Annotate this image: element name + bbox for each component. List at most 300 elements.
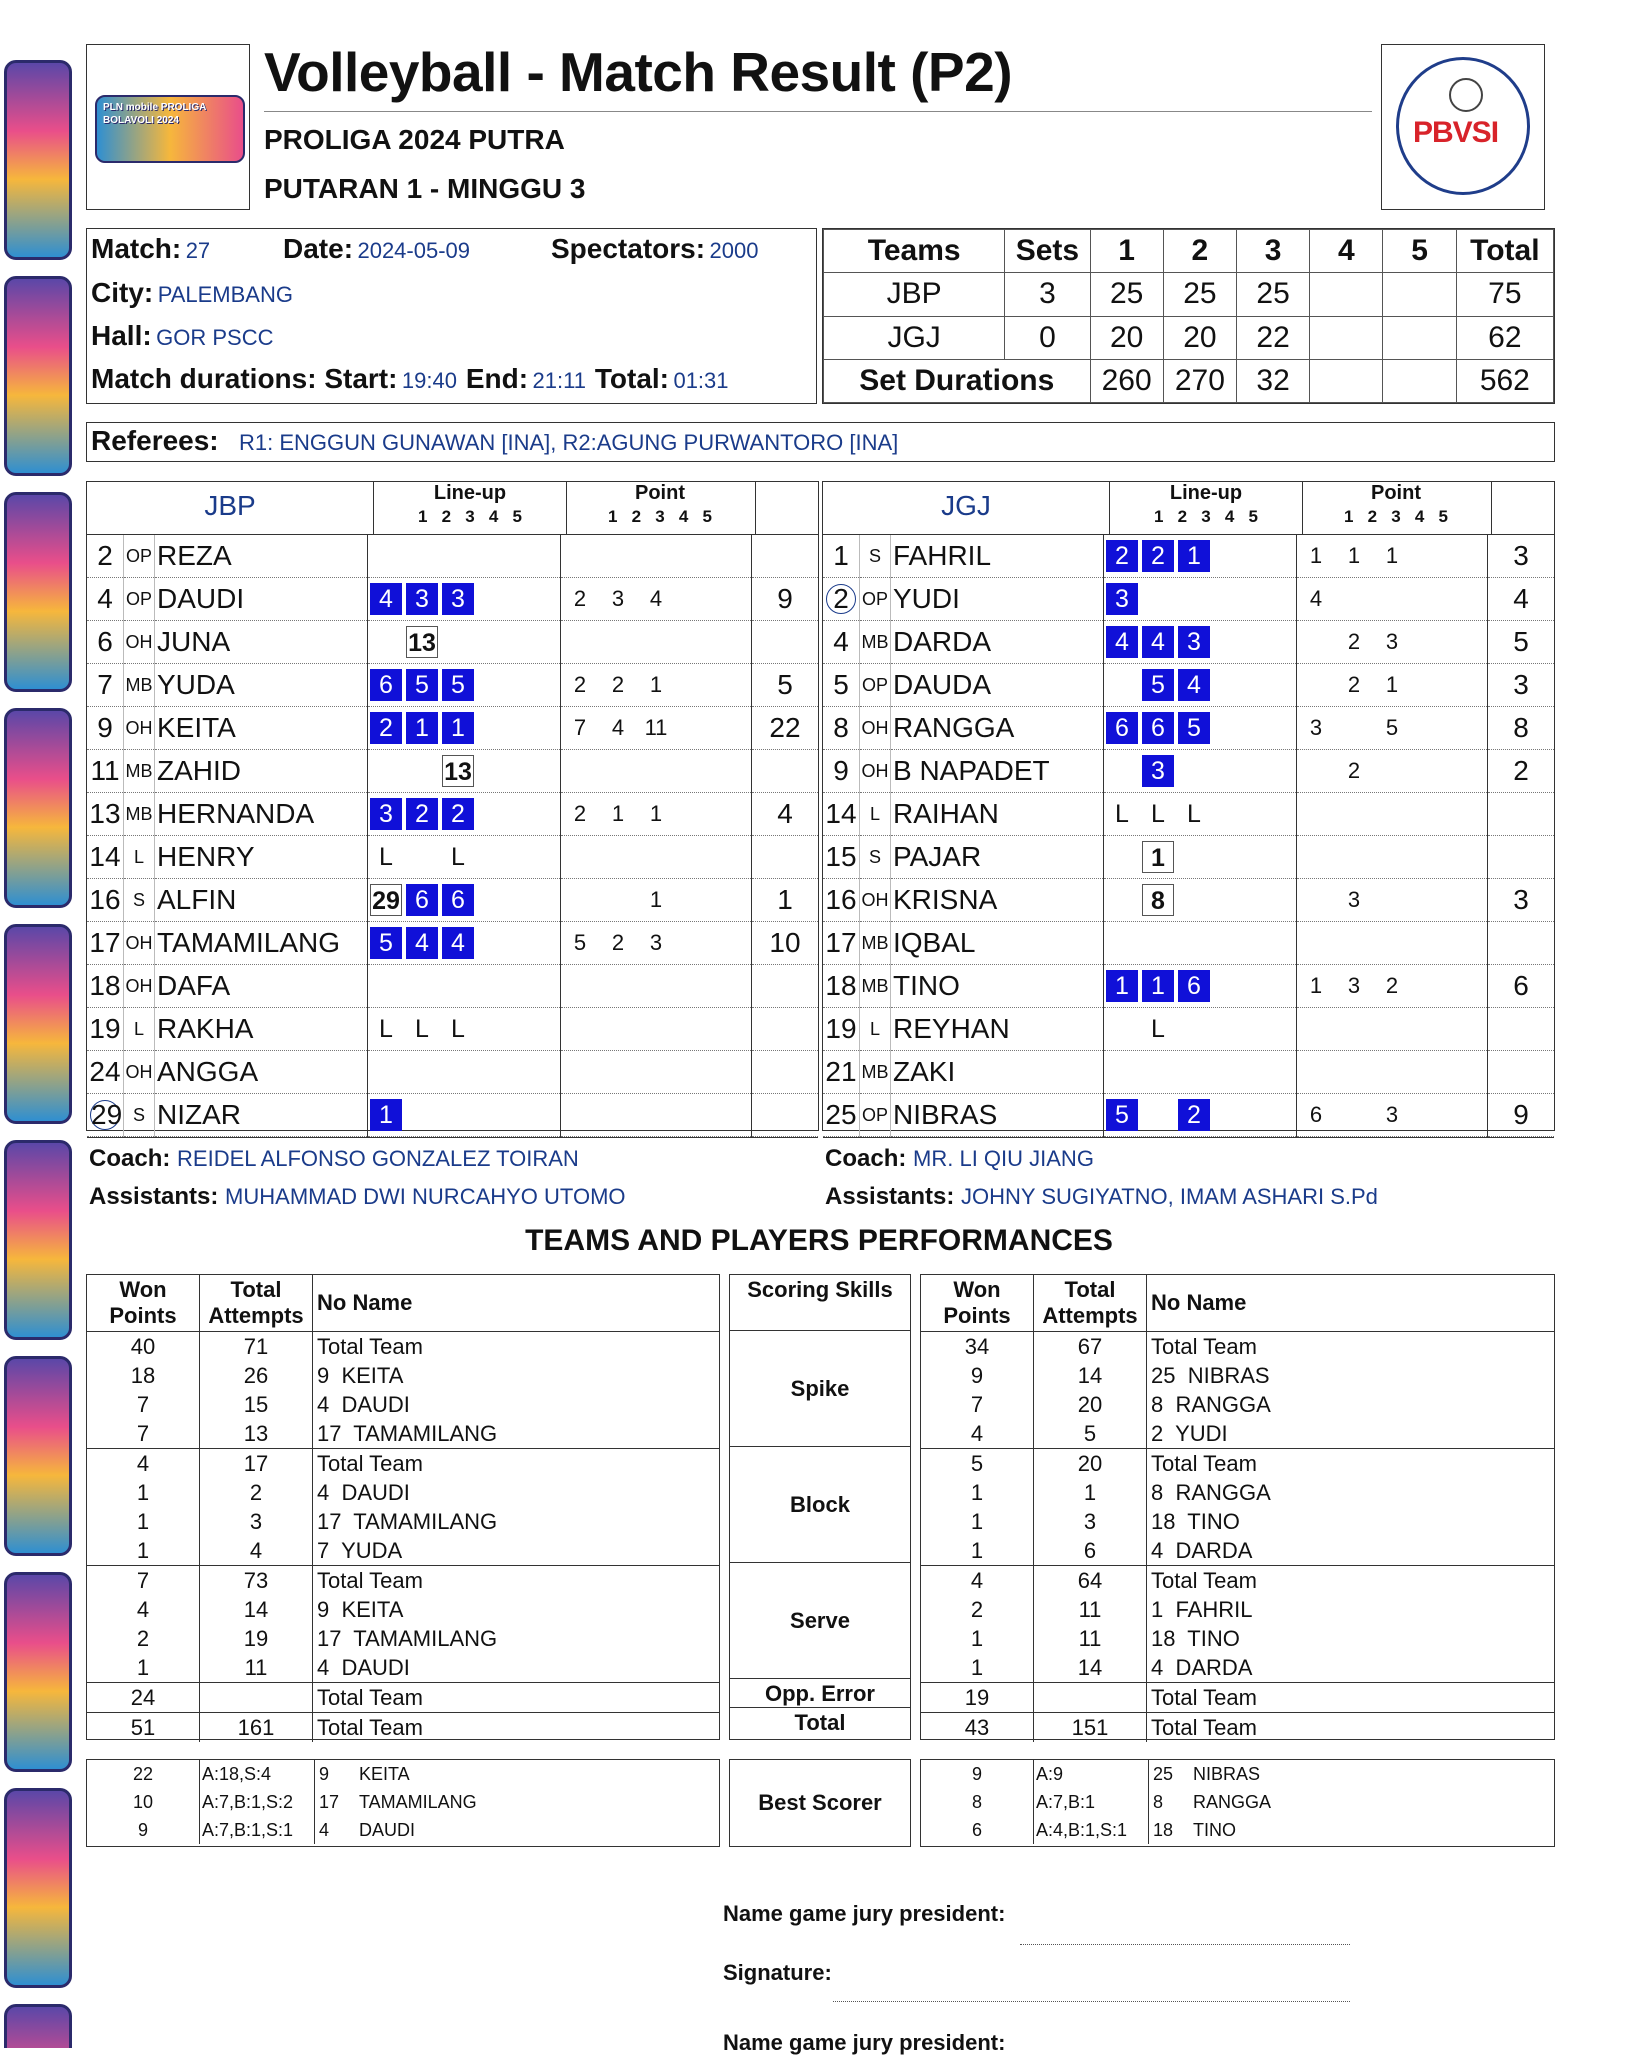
total-time: 01:31 — [673, 368, 729, 393]
score-cell: 25 — [1237, 273, 1310, 316]
score-cell: 25 — [1163, 273, 1236, 316]
referees: R1: ENGGUN GUNAWAN [INA], R2:AGUNG PURWANTORO [INA] — [239, 430, 899, 455]
lineup-cell: 4 — [1106, 626, 1138, 658]
player-position: OP — [860, 664, 891, 707]
won-points: 40 — [87, 1332, 200, 1362]
player-number: 9 — [823, 750, 860, 793]
perf-row — [87, 1713, 719, 1743]
total-attempts: 14 — [200, 1595, 313, 1624]
lineup-cell — [1106, 927, 1138, 959]
player-row — [87, 707, 818, 750]
perf-row — [87, 1595, 719, 1624]
lineup-cell — [442, 626, 474, 658]
perf-name: Total Team — [313, 1449, 720, 1479]
perf-row — [87, 1683, 719, 1713]
player-position: MB — [860, 621, 891, 664]
lineup-cell: 1 — [1178, 540, 1210, 572]
player-number: 9 — [87, 707, 124, 750]
city: PALEMBANG — [157, 282, 293, 307]
set-point: 1 — [1385, 543, 1399, 568]
perf-row — [921, 1566, 1554, 1596]
lineup-cell — [406, 841, 438, 873]
assistants-line — [89, 1178, 816, 1216]
won-points: 18 — [87, 1361, 200, 1390]
pbvsi-logo-box — [1381, 44, 1545, 210]
player-name: JUNA — [155, 621, 368, 664]
score-header: Sets — [1005, 230, 1090, 273]
point-sets: 1 2 3 4 5 — [1344, 507, 1448, 526]
player-name: ANGGA — [155, 1051, 368, 1094]
set-durations-row — [824, 359, 1554, 402]
perf-title: TEAMS AND PLAYERS PERFORMANCES — [525, 1224, 1113, 1257]
player-total: 8 — [1488, 707, 1555, 750]
roster-team-b — [822, 481, 1555, 1210]
player-number: 17 — [823, 922, 860, 965]
player-number — [823, 578, 860, 621]
lineup-cell: 29 — [370, 884, 402, 916]
total-attempts: 13 — [200, 1419, 313, 1449]
player-lineup — [368, 578, 561, 621]
best-number: 8 — [1153, 1791, 1164, 1812]
player-position: OH — [860, 707, 891, 750]
total-attempts — [1034, 1683, 1147, 1713]
lineup-cell — [1106, 1056, 1138, 1088]
lineup-cell — [442, 540, 474, 572]
jury-president-line[interactable] — [1020, 1944, 1350, 1945]
player-name: NIZAR — [155, 1094, 368, 1137]
player-total: 5 — [1488, 621, 1555, 664]
player-name: IQBAL — [891, 922, 1104, 965]
set-duration: 32 — [1237, 359, 1310, 402]
player-lineup — [1104, 1008, 1297, 1051]
perf-name: 2 YUDI — [1151, 1420, 1228, 1446]
player-number: 24 — [87, 1051, 124, 1094]
player-lineup — [1104, 965, 1297, 1008]
set-point: 3 — [649, 930, 663, 955]
lineup-cell — [370, 1056, 402, 1088]
score-cell: 25 — [1090, 273, 1163, 316]
best-team-b — [920, 1759, 1555, 1847]
lineup-cell: 13 — [442, 755, 474, 787]
proliga-strip-logo — [4, 276, 72, 476]
best-row — [921, 1760, 1554, 1788]
total-attempts — [200, 1683, 313, 1713]
won-points: 1 — [87, 1507, 200, 1536]
lineup-cell: 6 — [406, 884, 438, 916]
perf-row — [87, 1361, 719, 1390]
player-row — [87, 578, 818, 621]
proliga-strip-logo — [4, 492, 72, 692]
perf-name: 4 DAUDI — [317, 1479, 410, 1505]
total-attempts: 17 — [200, 1449, 313, 1479]
perf-row — [921, 1536, 1554, 1566]
perf-row — [87, 1536, 719, 1566]
player-points — [561, 664, 752, 707]
set-point: 2 — [611, 930, 625, 955]
lineup-cell: 1 — [1106, 970, 1138, 1002]
player-position: L — [124, 1008, 155, 1051]
proliga-strip-logo — [4, 708, 72, 908]
lineup-cell — [406, 1056, 438, 1088]
player-number: 14 — [823, 793, 860, 836]
total-attempts: 151 — [1034, 1713, 1147, 1743]
best-breakdown: A:7,B:1,S:1 — [200, 1816, 315, 1844]
score-cell: 62 — [1456, 316, 1553, 359]
won-points-header: Won Points — [921, 1275, 1034, 1332]
set-point: 2 — [573, 672, 587, 697]
player-lineup — [368, 965, 561, 1008]
lineup-cell: L — [379, 1015, 393, 1043]
point-header: Point 1 2 3 4 5 — [1301, 482, 1491, 527]
total-attempts: 64 — [1034, 1566, 1147, 1596]
player-points — [561, 965, 752, 1008]
player-lineup — [368, 621, 561, 664]
lineup-cell — [370, 540, 402, 572]
round-name: PUTARAN 1 - MINGGU 3 — [264, 173, 586, 204]
lineup-cell: 3 — [370, 798, 402, 830]
total-col-divider — [1491, 482, 1492, 534]
set-point: 1 — [1385, 672, 1399, 697]
total-col-divider — [755, 482, 756, 534]
player-position: MB — [860, 965, 891, 1008]
total-attempts: 6 — [1034, 1536, 1147, 1566]
won-points: 4 — [921, 1419, 1034, 1449]
match-number: 27 — [185, 238, 211, 263]
proliga-logo: PLN mobile PROLIGA BOLAVOLI 2024 — [95, 95, 245, 163]
player-number: 17 — [87, 922, 124, 965]
total-attempts: 2 — [200, 1478, 313, 1507]
player-name: TINO — [891, 965, 1104, 1008]
lineup-cell — [1106, 884, 1138, 916]
player-position: OP — [124, 535, 155, 578]
best-points: 10 — [87, 1788, 200, 1816]
perf-team-a — [86, 1274, 720, 1740]
perf-name: 18 TINO — [1151, 1508, 1240, 1534]
perf-name: Total Team — [313, 1713, 720, 1743]
player-lineup — [1104, 836, 1297, 879]
perf-team-b — [920, 1274, 1555, 1740]
team-name: JBP — [204, 490, 256, 521]
set-point: 6 — [1309, 1102, 1323, 1127]
perf-row — [921, 1478, 1554, 1507]
lineup-cell — [1142, 927, 1174, 959]
player-total: 4 — [752, 793, 819, 836]
total-attempts: 4 — [200, 1536, 313, 1566]
player-name: KEITA — [155, 707, 368, 750]
player-row — [87, 750, 818, 793]
set-point: 3 — [1347, 973, 1361, 998]
end-time: 21:11 — [532, 368, 586, 393]
player-total: 10 — [752, 922, 819, 965]
score-table — [822, 228, 1555, 404]
lineup-cell: 5 — [1106, 1099, 1138, 1131]
set-duration — [1310, 359, 1383, 402]
perf-name: Total Team — [1147, 1683, 1555, 1713]
match-date: 2024-05-09 — [357, 238, 471, 263]
player-position: OH — [124, 922, 155, 965]
score-cell — [1310, 273, 1383, 316]
lineup-cell: 3 — [442, 583, 474, 615]
best-name: DAUDI — [359, 1819, 416, 1840]
won-points: 1 — [921, 1653, 1034, 1683]
player-total — [752, 836, 819, 879]
player-name: NIBRAS — [891, 1094, 1104, 1137]
set-point: 7 — [573, 715, 587, 740]
player-number: 18 — [823, 965, 860, 1008]
best-points: 9 — [87, 1816, 200, 1844]
best-number: 18 — [1153, 1819, 1174, 1840]
total-attempts-header: Total Attempts — [200, 1275, 313, 1332]
won-points-header: Won Points — [87, 1275, 200, 1332]
set-point: 3 — [611, 586, 625, 611]
player-lineup — [368, 793, 561, 836]
volleyball-icon — [1449, 78, 1483, 112]
best-scorer-label: Best Scorer — [758, 1790, 882, 1815]
won-points: 7 — [921, 1390, 1034, 1419]
won-points: 9 — [921, 1361, 1034, 1390]
total-attempts: 20 — [1034, 1390, 1147, 1419]
player-name: ZAKI — [891, 1051, 1104, 1094]
player-total — [1488, 793, 1555, 836]
signature-line[interactable] — [833, 2001, 1350, 2002]
score-row — [824, 316, 1554, 359]
player-total — [1488, 836, 1555, 879]
player-name: RAKHA — [155, 1008, 368, 1051]
player-lineup — [1104, 922, 1297, 965]
player-points — [561, 578, 752, 621]
coach-label: Coach: — [89, 1145, 171, 1172]
name-header: No Name — [317, 1290, 413, 1315]
lineup-cell — [1178, 1056, 1210, 1088]
set-point: 2 — [1347, 672, 1361, 697]
perf-name: Total Team — [313, 1566, 720, 1596]
player-name: RANGGA — [891, 707, 1104, 750]
coach-label: Coach: — [825, 1145, 907, 1172]
player-row — [823, 1051, 1554, 1094]
player-total: 1 — [752, 879, 819, 922]
player-lineup — [1104, 664, 1297, 707]
player-name: YUDI — [891, 578, 1104, 621]
skill-opp-error: Opp. Error — [730, 1679, 910, 1708]
set-point: 4 — [1309, 586, 1323, 611]
lineup-cell: 3 — [1178, 626, 1210, 658]
spectators: 2000 — [709, 238, 759, 263]
player-number: 18 — [87, 965, 124, 1008]
player-points — [1297, 750, 1488, 793]
score-cell — [1383, 316, 1456, 359]
perf-header-row — [921, 1275, 1554, 1332]
set-point: 5 — [573, 930, 587, 955]
lineup-cell: 4 — [370, 583, 402, 615]
player-position: MB — [860, 1051, 891, 1094]
set-point: 4 — [649, 586, 663, 611]
best-breakdown: A:9 — [1034, 1760, 1149, 1788]
perf-row — [921, 1624, 1554, 1653]
player-row — [87, 535, 818, 578]
perf-row — [87, 1566, 719, 1596]
lineup-cell — [406, 1099, 438, 1131]
lineup-cell — [1178, 927, 1210, 959]
perf-row — [921, 1653, 1554, 1683]
player-row — [823, 879, 1554, 922]
lineup-cell: 3 — [406, 583, 438, 615]
lineup-cell: 6 — [1106, 712, 1138, 744]
perf-row — [921, 1713, 1554, 1743]
player-total — [1488, 922, 1555, 965]
player-position: OH — [124, 621, 155, 664]
coach-line — [89, 1140, 816, 1178]
player-number: 6 — [87, 621, 124, 664]
proliga-strip-logo — [4, 1356, 72, 1556]
set-duration: 270 — [1163, 359, 1236, 402]
best-number: 25 — [1153, 1763, 1174, 1784]
player-number: 11 — [87, 750, 124, 793]
won-points: 4 — [87, 1595, 200, 1624]
score-cell: 3 — [1005, 273, 1090, 316]
player-row — [823, 836, 1554, 879]
player-row — [823, 664, 1554, 707]
lineup-cell — [370, 755, 402, 787]
assistants-line — [825, 1178, 1552, 1216]
player-position: OH — [124, 707, 155, 750]
player-total: 3 — [1488, 879, 1555, 922]
lineup-cell: 2 — [1142, 540, 1174, 572]
player-position: MB — [860, 922, 891, 965]
player-lineup — [368, 879, 561, 922]
lineup-cell: 1 — [406, 712, 438, 744]
player-row — [823, 578, 1554, 621]
best-number: 9 — [319, 1763, 330, 1784]
player-points — [1297, 621, 1488, 664]
player-number: 7 — [87, 664, 124, 707]
perf-name: 9 KEITA — [317, 1362, 404, 1388]
perf-row — [921, 1361, 1554, 1390]
player-name: DAUDI — [155, 578, 368, 621]
perf-row — [87, 1390, 719, 1419]
score-cell: 75 — [1456, 273, 1553, 316]
player-points — [1297, 535, 1488, 578]
name-header: No Name — [1151, 1290, 1247, 1315]
player-total — [752, 1094, 819, 1137]
player-points — [561, 922, 752, 965]
won-points: 1 — [921, 1624, 1034, 1653]
player-name: PAJAR — [891, 836, 1104, 879]
lineup-header: Line-up 1 2 3 4 5 — [373, 482, 567, 534]
player-number: 14 — [87, 836, 124, 879]
won-points: 4 — [87, 1449, 200, 1479]
lineup-cell: 3 — [1106, 583, 1138, 615]
won-points: 51 — [87, 1713, 200, 1743]
perf-row — [87, 1449, 719, 1479]
score-header: 4 — [1310, 230, 1383, 273]
player-points — [1297, 1008, 1488, 1051]
player-points — [1297, 707, 1488, 750]
perf-name: 4 DARDA — [1151, 1537, 1253, 1563]
player-points — [1297, 922, 1488, 965]
score-header: 5 — [1383, 230, 1456, 273]
player-row — [823, 707, 1554, 750]
set-point: 11 — [644, 715, 668, 740]
lineup-cell: 3 — [1142, 755, 1174, 787]
player-points — [1297, 879, 1488, 922]
perf-name: 4 DAUDI — [317, 1391, 410, 1417]
lineup-cell: 4 — [442, 927, 474, 959]
set-durations-label: Set Durations — [824, 359, 1091, 402]
best-name: TINO — [1193, 1819, 1236, 1840]
set-point: 1 — [649, 887, 663, 912]
coach-info — [87, 1137, 818, 1218]
set-point: 3 — [1347, 887, 1361, 912]
player-row — [823, 535, 1554, 578]
player-row — [87, 1008, 818, 1051]
start-time: 19:40 — [401, 368, 457, 393]
lineup-cell: 2 — [406, 798, 438, 830]
player-number: 15 — [823, 836, 860, 879]
player-name: YUDA — [155, 664, 368, 707]
total-attempts: 3 — [200, 1507, 313, 1536]
best-number: 4 — [319, 1819, 330, 1840]
score-header: 3 — [1237, 230, 1310, 273]
player-position: MB — [124, 793, 155, 836]
lineup-cell: 2 — [370, 712, 402, 744]
player-position: OP — [860, 578, 891, 621]
lineup-cell — [442, 970, 474, 1002]
lineup-cell: 2 — [442, 798, 474, 830]
player-name: B NAPADET — [891, 750, 1104, 793]
set-point: 1 — [1347, 543, 1361, 568]
perf-row — [921, 1595, 1554, 1624]
perf-row — [921, 1683, 1554, 1713]
lineup-cell — [406, 755, 438, 787]
player-position: MB — [124, 664, 155, 707]
player-name: HENRY — [155, 836, 368, 879]
player-points — [1297, 836, 1488, 879]
score-header: Teams — [824, 230, 1005, 273]
player-row — [87, 664, 818, 707]
skill-spike: Spike — [730, 1331, 910, 1447]
won-points: 1 — [921, 1507, 1034, 1536]
perf-name: 4 DARDA — [1151, 1654, 1253, 1680]
player-row — [823, 793, 1554, 836]
lineup-cell — [370, 970, 402, 1002]
best-breakdown: A:7,B:1 — [1034, 1788, 1149, 1816]
player-row — [87, 836, 818, 879]
perf-row — [921, 1419, 1554, 1449]
lineup-cell: L — [379, 843, 393, 871]
hall: GOR PSCC — [156, 325, 274, 350]
set-point: 2 — [1347, 758, 1361, 783]
perf-name: 25 NIBRAS — [1151, 1362, 1270, 1388]
player-lineup — [368, 1008, 561, 1051]
pbvsi-logo: PBVSI — [1396, 57, 1530, 195]
coach-line — [825, 1140, 1552, 1178]
player-points — [561, 1094, 752, 1137]
player-lineup — [1104, 793, 1297, 836]
player-points — [561, 879, 752, 922]
title-underline — [264, 111, 1372, 112]
set-duration: 260 — [1090, 359, 1163, 402]
player-name: TAMAMILANG — [155, 922, 368, 965]
perf-name: 8 RANGGA — [1151, 1391, 1271, 1417]
skill-serve: Serve — [730, 1563, 910, 1679]
player-row — [87, 793, 818, 836]
signature-label: Signature: — [723, 1960, 832, 1985]
player-points — [561, 836, 752, 879]
lineup-cell — [442, 1099, 474, 1131]
set-point: 3 — [1385, 629, 1399, 654]
perf-name: Total Team — [1147, 1332, 1555, 1362]
player-total — [1488, 1008, 1555, 1051]
